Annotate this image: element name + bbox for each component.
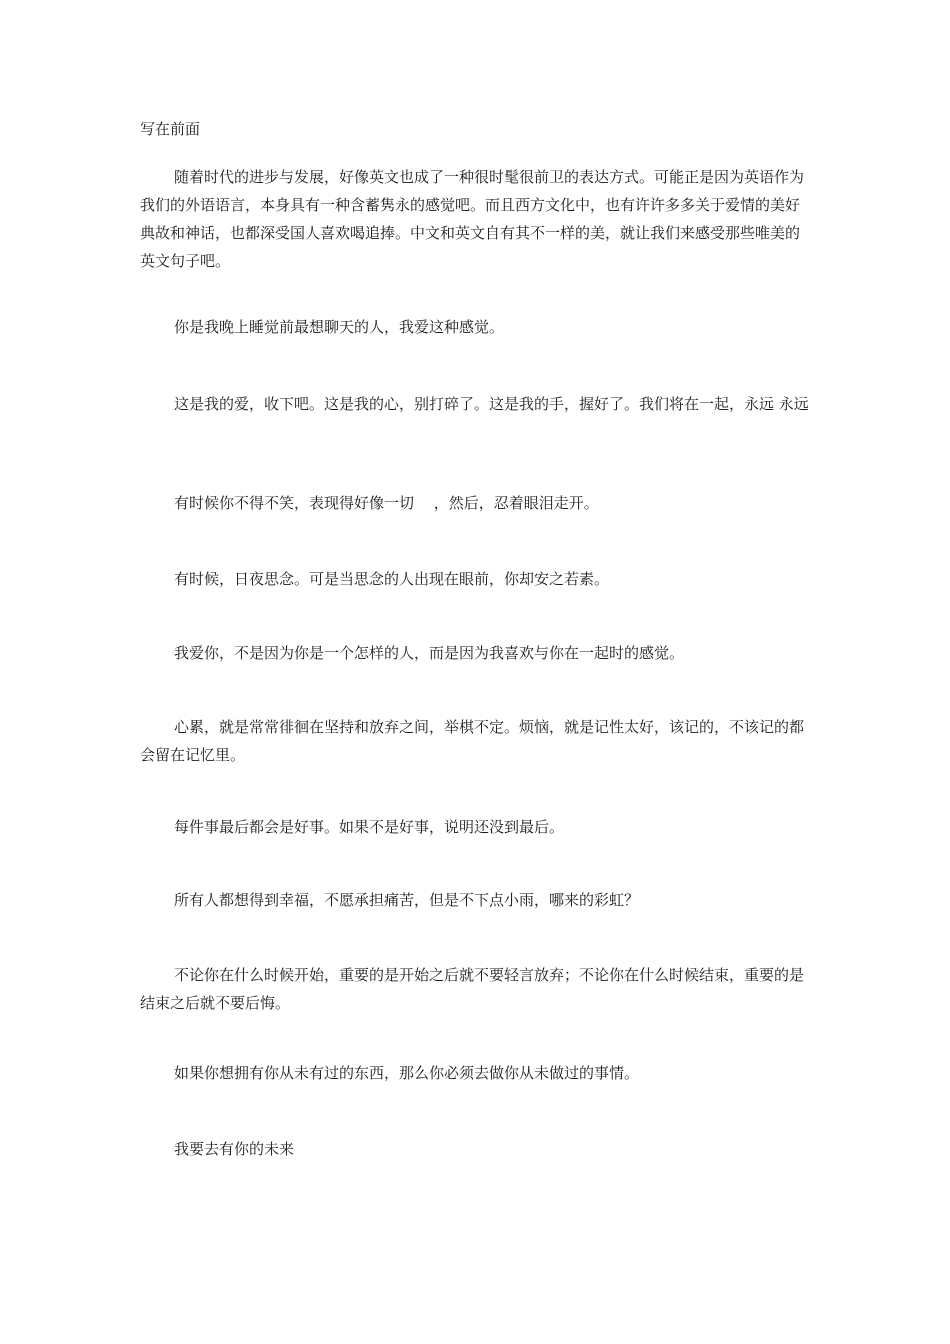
document-title: 写在前面	[140, 120, 201, 138]
paragraph-quote-5: 我爱你，不是因为你是一个怎样的人，而是因为我喜欢与你在一起时的感觉。	[174, 644, 685, 662]
paragraph-quote-6: 心累，就是常常徘徊在坚持和放弃之间，举棋不定。烦恼，就是记性太好，该记的，不该记的都会留在记忆里。	[140, 718, 805, 764]
paragraph-quote-1: 你是我晚上睡觉前最想聊天的人，我爱这种感觉。	[174, 318, 505, 336]
paragraph-quote-7: 每件事最后都会是好事。如果不是好事，说明还没到最后。	[174, 818, 565, 836]
paragraph-quote-2: 这是我的爱，收下吧。这是我的心，别打碎了。这是我的手，握好了。我们将在一起，永远 永远	[174, 395, 809, 413]
paragraph-quote-8: 所有人都想得到幸福，不愿承担痛苦，但是不下点小雨，哪来的彩虹？	[174, 891, 640, 909]
paragraph-quote-11: 我要去有你的未来	[174, 1140, 295, 1158]
paragraph-quote-9: 不论你在什么时候开始，重要的是开始之后就不要轻言放弃；不论你在什么时候结束，重要的是结束之后就不要后悔。	[140, 966, 805, 1012]
paragraph-quote-3: 有时候你不得不笑，表现得好像一切 ，然后，忍着眼泪走开。	[174, 494, 599, 512]
paragraph-quote-4: 有时候，日夜思念。可是当思念的人出现在眼前，你却安之若素。	[174, 570, 610, 588]
paragraph-quote-10: 如果你想拥有你从未有过的东西，那么你必须去做你从未做过的事情。	[174, 1064, 640, 1082]
paragraph-intro: 随着时代的进步与发展，好像英文也成了一种很时髦很前卫的表达方式。可能正是因为英语作为我们的外语语言，本身具有一种含蓄隽永的感觉吧。而且西方文化中，也有许许多多关于爱情的美好典故和神话，也都深受国人喜欢喝追捧。中文和英文自有其不一样的美，就让我们来感受那些唯美的英文句子吧。	[140, 168, 805, 270]
